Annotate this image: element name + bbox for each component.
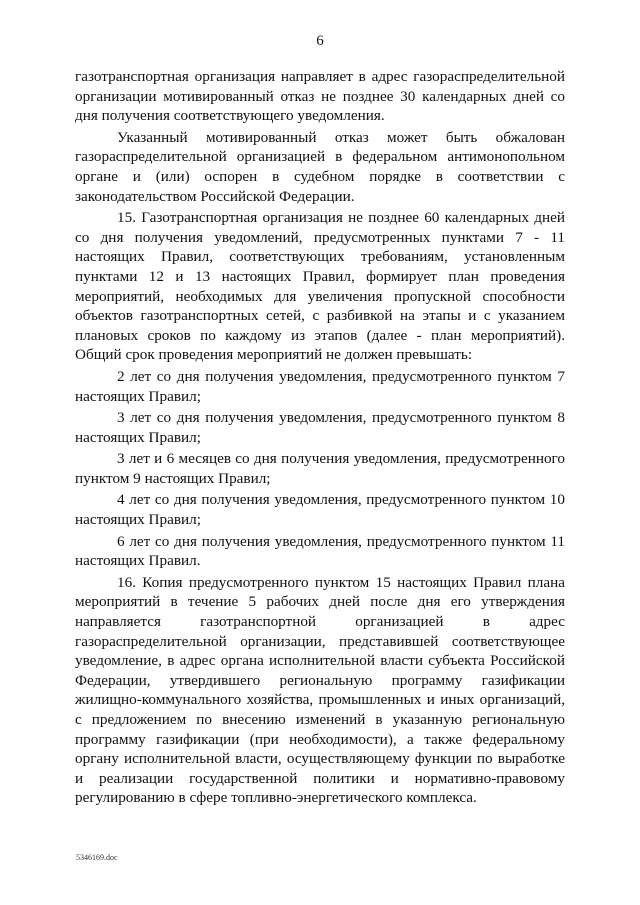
term-item-4-years: 4 лет со дня получения уведомления, предусмотренного пунктом 10 настоящих Правил; (75, 491, 565, 529)
document-body (75, 67, 565, 810)
file-name-footer: 5346169.doc (76, 853, 118, 862)
paragraph-15: 15. Газотранспортная организация не позднее 60 календарных дней со дня получения уведомлений, предусмотренных пунктами 7 - 11 настоящих Правил, соответствующих требованиям, установленным пунктами 12 и 13 настоящих Правил, формирует план проведения мероприятий, необходимых для увеличения пропускной способности объектов газотранспортных сетей, с разбивкой на этапы и с указанием плановых сроков по каждому из этапов (далее - план мероприятий). Общий срок проведения мероприятий не должен превышать: (75, 209, 565, 364)
term-item-2-years: 2 лет со дня получения уведомления, предусмотренного пунктом 7 настоящих Правил; (75, 367, 565, 405)
term-item-3-years-6-months: 3 лет и 6 месяцев со дня получения уведомления, предусмотренного пунктом 9 настоящих Правил; (75, 450, 565, 487)
paragraph-appeal: Указанный мотивированный отказ может быть обжалован газораспределительной организацией в федеральном антимонопольном органе и (или) оспорен в судебном порядке в соответствии с законодательством Российской Федерации. (75, 128, 565, 205)
page-number: 6 (316, 33, 324, 49)
term-item-6-years: 6 лет со дня получения уведомления, предусмотренного пунктом 11 настоящих Правил. (75, 532, 565, 570)
paragraph-16: 16. Копия предусмотренного пунктом 15 настоящих Правил плана мероприятий в течение 5 рабочих дней после дня его утверждения направляется газотранспортной организацией в адрес газораспределительной организации, представившей соответствующее уведомление, в адрес органа исполнительной власти субъекта Российской Федерации, утвердившего региональную программу газификации жилищно-коммунального хозяйства, промышленных и иных организаций, с предложением по внесению изменений в указанную региональную программу газификации (при необходимости), а также федеральному органу исполнительной власти, осуществляющему функции по выработке и реализации государственной политики и нормативно-правовому регулированию в сфере топливно-энергетического комплекса. (75, 573, 565, 807)
term-item-3-years: 3 лет со дня получения уведомления, предусмотренного пунктом 8 настоящих Правил; (75, 409, 565, 446)
paragraph-continuation: газотранспортная организация направляет в адрес газораспределительной организации мотивированный отказ не позднее 30 календарных дней со дня получения соответствующего уведомления. (75, 68, 565, 125)
